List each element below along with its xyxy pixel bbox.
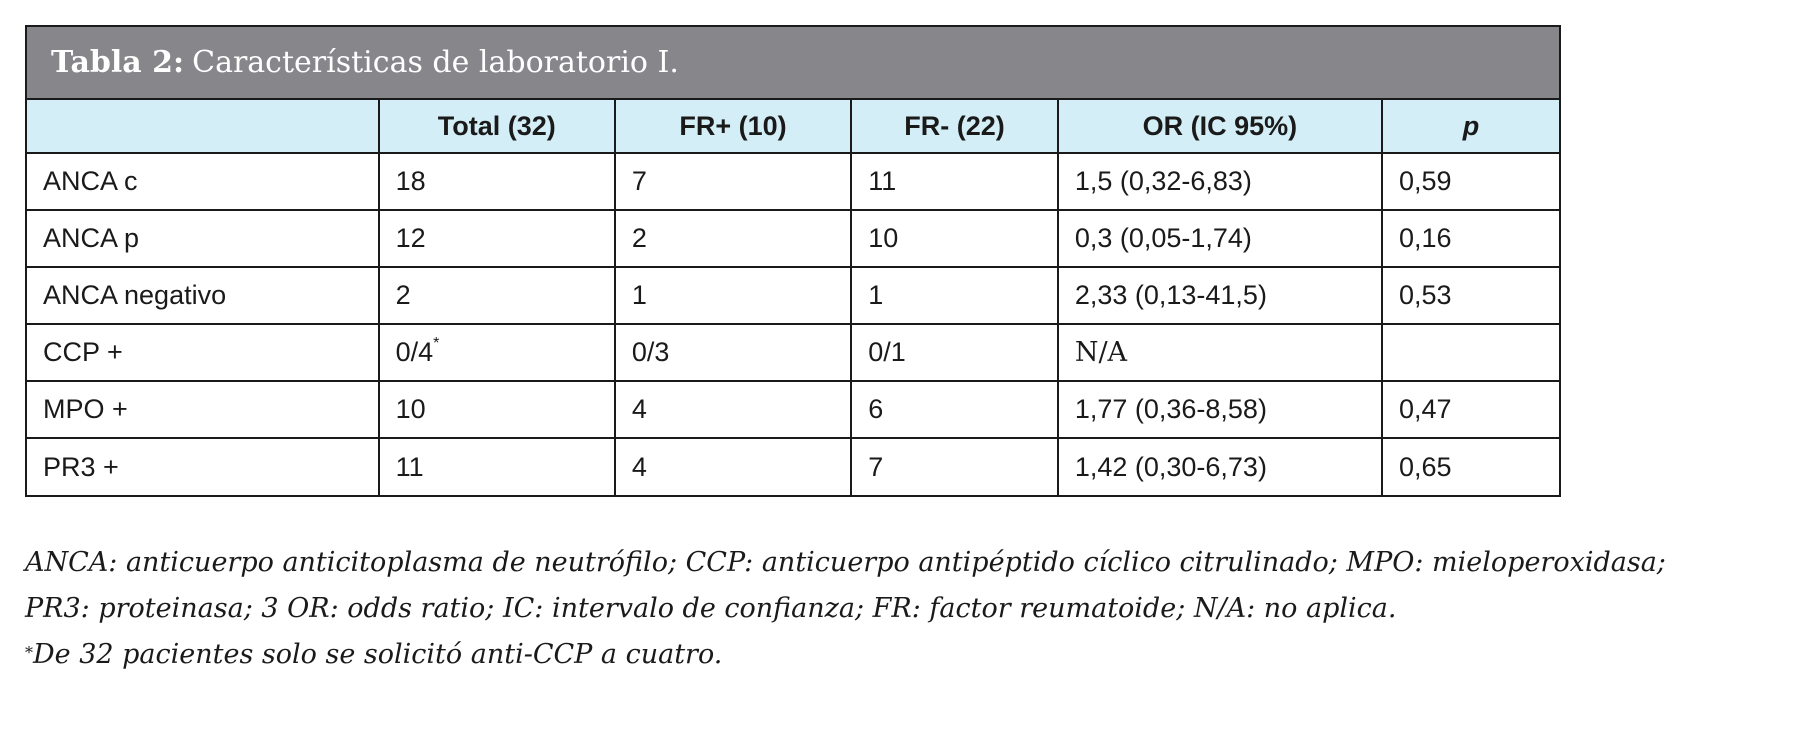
header-cell-total: Total (32) — [379, 100, 615, 153]
table-row — [27, 267, 1559, 324]
row-name: CCP + — [27, 324, 379, 381]
data-table — [27, 100, 1559, 495]
cell-total: 18 — [379, 153, 615, 210]
table-row — [27, 381, 1559, 438]
table-title-text: Características de laboratorio I. — [192, 45, 679, 80]
cell-fr-neg: 0/1 — [851, 324, 1058, 381]
cell-fr-neg: 11 — [851, 153, 1058, 210]
table-footnotes — [25, 540, 1785, 678]
table-row — [27, 438, 1559, 495]
cell-fr-pos: 1 — [615, 267, 851, 324]
cell-or: N/A — [1058, 324, 1382, 381]
footnote-asterisk: * — [25, 643, 33, 662]
cell-fr-pos: 4 — [615, 438, 851, 495]
cell-fr-neg: 10 — [851, 210, 1058, 267]
cell-or: 2,33 (0,13-41,5) — [1058, 267, 1382, 324]
cell-total: 12 — [379, 210, 615, 267]
cell-p: 0,47 — [1382, 381, 1559, 438]
cell-total — [379, 324, 615, 381]
header-cell-empty — [27, 100, 379, 153]
header-row — [27, 100, 1559, 153]
header-cell-or: OR (IC 95%) — [1058, 100, 1382, 153]
table-row — [27, 153, 1559, 210]
cell-or: 1,5 (0,32-6,83) — [1058, 153, 1382, 210]
table-row — [27, 324, 1559, 381]
cell-p: 0,59 — [1382, 153, 1559, 210]
cell-fr-pos: 7 — [615, 153, 851, 210]
footnote-line-1: ANCA: anticuerpo anticitoplasma de neutrófilo; CCP: anticuerpo antipéptido cíclico citrulinado; MPO: mieloperoxidasa; — [25, 547, 1666, 578]
cell-total-value: 0/4 — [395, 337, 434, 367]
header-cell-fr-pos: FR+ (10) — [615, 100, 851, 153]
row-name: ANCA negativo — [27, 267, 379, 324]
row-name: ANCA c — [27, 153, 379, 210]
footnote-line-3-text: De 32 pacientes solo se solicitó anti-CCP a cuatro. — [33, 639, 723, 670]
row-name: PR3 + — [27, 438, 379, 495]
cell-or: 1,42 (0,30-6,73) — [1058, 438, 1382, 495]
table-title — [27, 27, 1559, 100]
cell-total: 11 — [379, 438, 615, 495]
cell-p: 0,16 — [1382, 210, 1559, 267]
cell-fr-neg: 1 — [851, 267, 1058, 324]
cell-p: 0,53 — [1382, 267, 1559, 324]
cell-fr-pos: 4 — [615, 381, 851, 438]
cell-total: 10 — [379, 381, 615, 438]
row-name: MPO + — [27, 381, 379, 438]
table-row — [27, 210, 1559, 267]
cell-fr-neg: 7 — [851, 438, 1058, 495]
header-cell-fr-neg: FR- (22) — [851, 100, 1058, 153]
footnote-line-2: PR3: proteinasa; 3 OR: odds ratio; IC: intervalo de confianza; FR: factor reumatoide; N/A: no aplica. — [25, 593, 1397, 624]
cell-p: 0,65 — [1382, 438, 1559, 495]
cell-or: 1,77 (0,36-8,58) — [1058, 381, 1382, 438]
footnote-line-3 — [25, 632, 1785, 678]
lab-table — [25, 25, 1561, 497]
cell-or: 0,3 (0,05-1,74) — [1058, 210, 1382, 267]
cell-fr-pos: 0/3 — [615, 324, 851, 381]
cell-total: 2 — [379, 267, 615, 324]
cell-fr-neg: 6 — [851, 381, 1058, 438]
row-name: ANCA p — [27, 210, 379, 267]
table-title-label: Tabla 2: — [51, 45, 185, 80]
header-cell-p: p — [1382, 100, 1559, 153]
cell-p — [1382, 324, 1559, 381]
cell-fr-pos: 2 — [615, 210, 851, 267]
footnote-marker: * — [433, 335, 440, 352]
